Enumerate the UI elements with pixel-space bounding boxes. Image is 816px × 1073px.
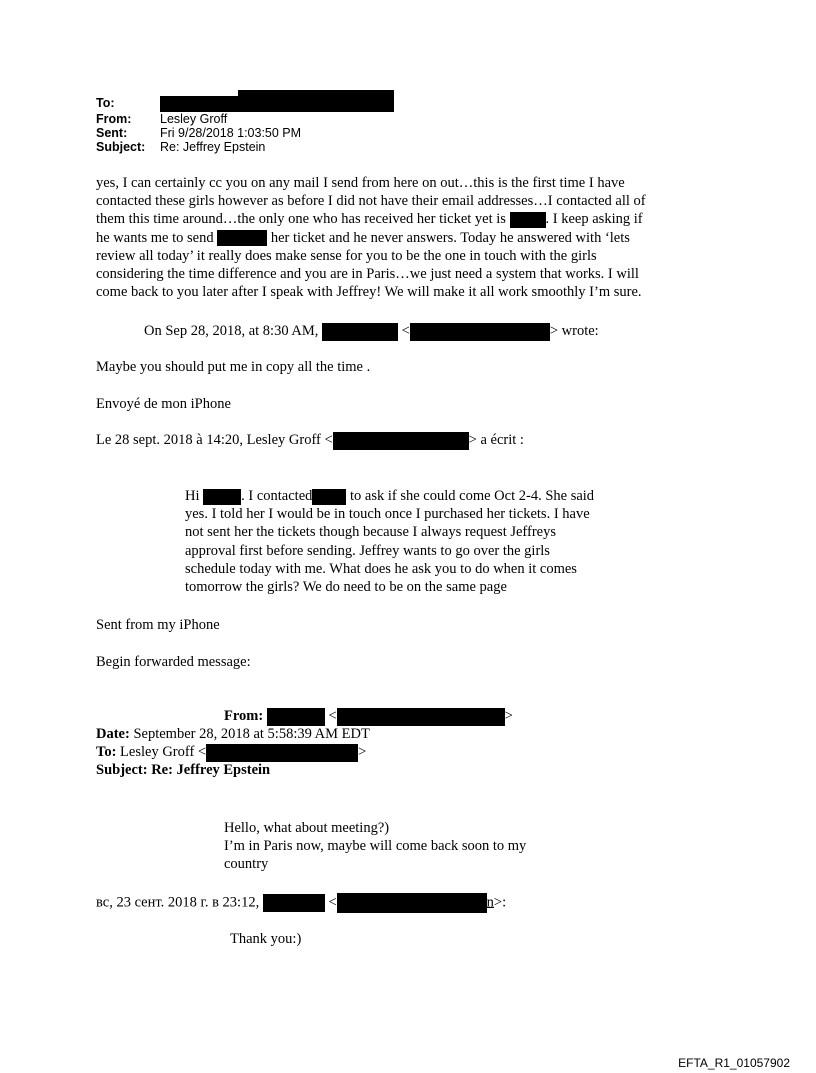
redaction bbox=[160, 96, 238, 112]
body-line: not sent her the tickets though because I always request Jeffreys bbox=[185, 524, 556, 541]
from-row bbox=[96, 112, 394, 126]
redaction bbox=[263, 894, 325, 912]
redaction bbox=[312, 489, 346, 505]
quoted-message bbox=[185, 487, 594, 596]
body-line: come back to you later after I speak with Jeffrey! We will make it all work smoothly I’m sure. bbox=[96, 284, 642, 301]
from-label: From: bbox=[96, 112, 132, 126]
body-line: Maybe you should put me in copy all the time . bbox=[96, 359, 371, 375]
body-line: Sent from my iPhone bbox=[96, 617, 220, 633]
sent-value: Fri 9/28/2018 1:03:50 PM bbox=[160, 126, 302, 140]
quote-header: Le 28 sept. 2018 à 14:20, Lesley Groff < > a écrit : bbox=[96, 432, 524, 448]
sent-row bbox=[96, 126, 394, 140]
quote-header: вс, 23 сент. 2018 г. в 23:12, < n>: bbox=[96, 893, 506, 913]
redaction bbox=[322, 323, 398, 341]
forward-to: To: Lesley Groff < > bbox=[96, 744, 367, 760]
body-line: country bbox=[224, 856, 269, 873]
reply-paragraph bbox=[96, 174, 646, 301]
subject-label: Subject: bbox=[96, 140, 146, 154]
body-line: Begin forwarded message: bbox=[96, 654, 251, 670]
bates-number: EFTA_R1_01057902 bbox=[678, 1056, 790, 1070]
body-line: review all today’ it really does make sense for you to be the one in touch with the girls bbox=[96, 247, 597, 264]
body-line: Envoyé de mon iPhone bbox=[96, 396, 231, 412]
redaction bbox=[267, 708, 325, 726]
redaction bbox=[206, 744, 358, 762]
body-line: them this time around…the only one who has received her ticket yet is . I keep asking if bbox=[96, 211, 643, 228]
sent-label: Sent: bbox=[96, 126, 128, 140]
redaction bbox=[337, 708, 505, 726]
redaction bbox=[238, 90, 394, 112]
forward-from: From: < > bbox=[224, 708, 513, 724]
forward-subject: Subject: Re: Jeffrey Epstein bbox=[96, 762, 271, 778]
subject-row bbox=[96, 140, 394, 154]
redaction bbox=[510, 212, 546, 228]
body-line: contacted these girls however as before I did not have their email addresses…I contacted all of bbox=[96, 193, 646, 210]
redaction bbox=[203, 489, 241, 505]
forwarded-message bbox=[224, 819, 526, 874]
subject-value: Re: Jeffrey Epstein bbox=[160, 140, 266, 154]
body-line: yes, I can certainly cc you on any mail I send from here on out…this is the first time I have bbox=[96, 175, 625, 191]
body-line: Hi . I contacted to ask if she could come Oct 2-4. She said bbox=[185, 488, 595, 504]
redaction bbox=[410, 323, 550, 341]
quote-header: On Sep 28, 2018, at 8:30 AM, < > wrote: bbox=[144, 323, 599, 339]
email-header bbox=[96, 96, 394, 154]
body-line: yes. I told her I would be in touch once I purchased her tickets. I have bbox=[185, 506, 590, 523]
redaction bbox=[217, 230, 267, 246]
body-line: considering the time difference and you are in Paris…we just need a system that works. I will bbox=[96, 266, 639, 283]
body-line: I’m in Paris now, maybe will come back soon to my bbox=[224, 838, 527, 855]
to-row bbox=[96, 96, 394, 112]
redaction bbox=[337, 893, 487, 913]
forward-date: Date: September 28, 2018 at 5:58:39 AM EDT bbox=[96, 726, 370, 742]
body-line: Hello, what about meeting?) bbox=[224, 820, 390, 836]
body-line: schedule today with me. What does he ask you to do when it comes bbox=[185, 560, 577, 577]
to-label: To: bbox=[96, 96, 115, 110]
from-value: Lesley Groff bbox=[160, 112, 228, 126]
body-line: Thank you:) bbox=[230, 931, 302, 947]
body-line: approval first before sending. Jeffrey wants to go over the girls bbox=[185, 542, 550, 559]
redaction bbox=[333, 432, 469, 450]
body-line: tomorrow the girls? We do need to be on the same page bbox=[185, 579, 507, 596]
body-line: he wants me to send her ticket and he never answers. Today he answered with ‘lets bbox=[96, 229, 630, 246]
